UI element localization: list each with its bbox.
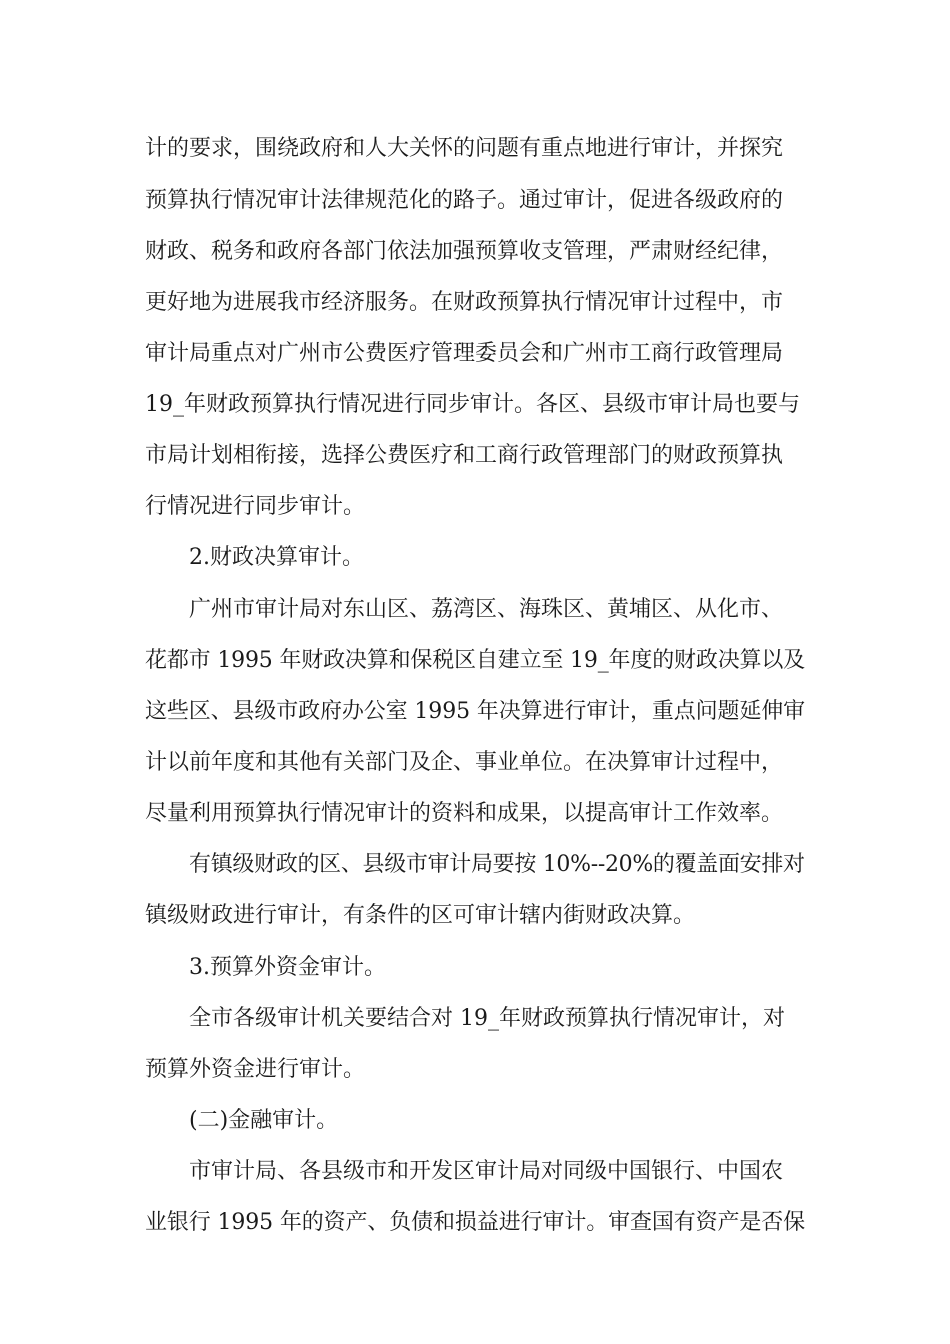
text-line: 镇级财政进行审计，有条件的区可审计辖内街财政决算。 — [145, 903, 696, 928]
text-line: 这些区、县级市政府办公室 1995 年决算进行审计，重点问题延伸审 — [145, 699, 806, 724]
text-line: 市局计划相衔接，选择公费医疗和工商行政管理部门的财政预算执 — [145, 443, 784, 468]
text-line: 预算外资金进行审计。 — [145, 1057, 366, 1082]
text-line: 业银行 1995 年的资产、负债和损益进行审计。审查国有资产是否保 — [145, 1210, 806, 1235]
section-heading: (二)金融审计。 — [189, 1108, 339, 1133]
text-line: 财政、税务和政府各部门依法加强预算收支管理，严肃财经纪律， — [145, 239, 784, 264]
text-line: 广州市审计局对东山区、荔湾区、海珠区、黄埔区、从化市、 — [189, 597, 784, 622]
text-line: 花都市 1995 年财政决算和保税区自建立至 19_年度的财政决算以及 — [145, 648, 806, 673]
text-line: 19_年财政预算执行情况进行同步审计。各区、县级市审计局也要与 — [145, 392, 800, 417]
text-line: 更好地为进展我市经济服务。在财政预算执行情况审计过程中，市 — [145, 290, 784, 315]
text-line: 预算执行情况审计法律规范化的路子。通过审计，促进各级政府的 — [145, 188, 784, 213]
text-line: 有镇级财政的区、县级市审计局要按 10%--20%的覆盖面安排对 — [189, 852, 805, 877]
text-line: 计的要求，围绕政府和人大关怀的问题有重点地进行审计，并探究 — [145, 136, 784, 161]
section-heading: 3.预算外资金审计。 — [189, 955, 386, 980]
text-line: 尽量利用预算执行情况审计的资料和成果，以提高审计工作效率。 — [145, 801, 784, 826]
text-line: 审计局重点对广州市公费医疗管理委员会和广州市工商行政管理局 — [145, 341, 784, 366]
text-line: 计以前年度和其他有关部门及企、事业单位。在决算审计过程中， — [145, 750, 784, 775]
text-line: 全市各级审计机关要结合对 19_年财政预算执行情况审计，对 — [189, 1006, 785, 1031]
text-line: 行情况进行同步审计。 — [145, 494, 366, 519]
text-line: 市审计局、各县级市和开发区审计局对同级中国银行、中国农 — [189, 1159, 784, 1184]
section-heading: 2.财政决算审计。 — [189, 545, 364, 570]
